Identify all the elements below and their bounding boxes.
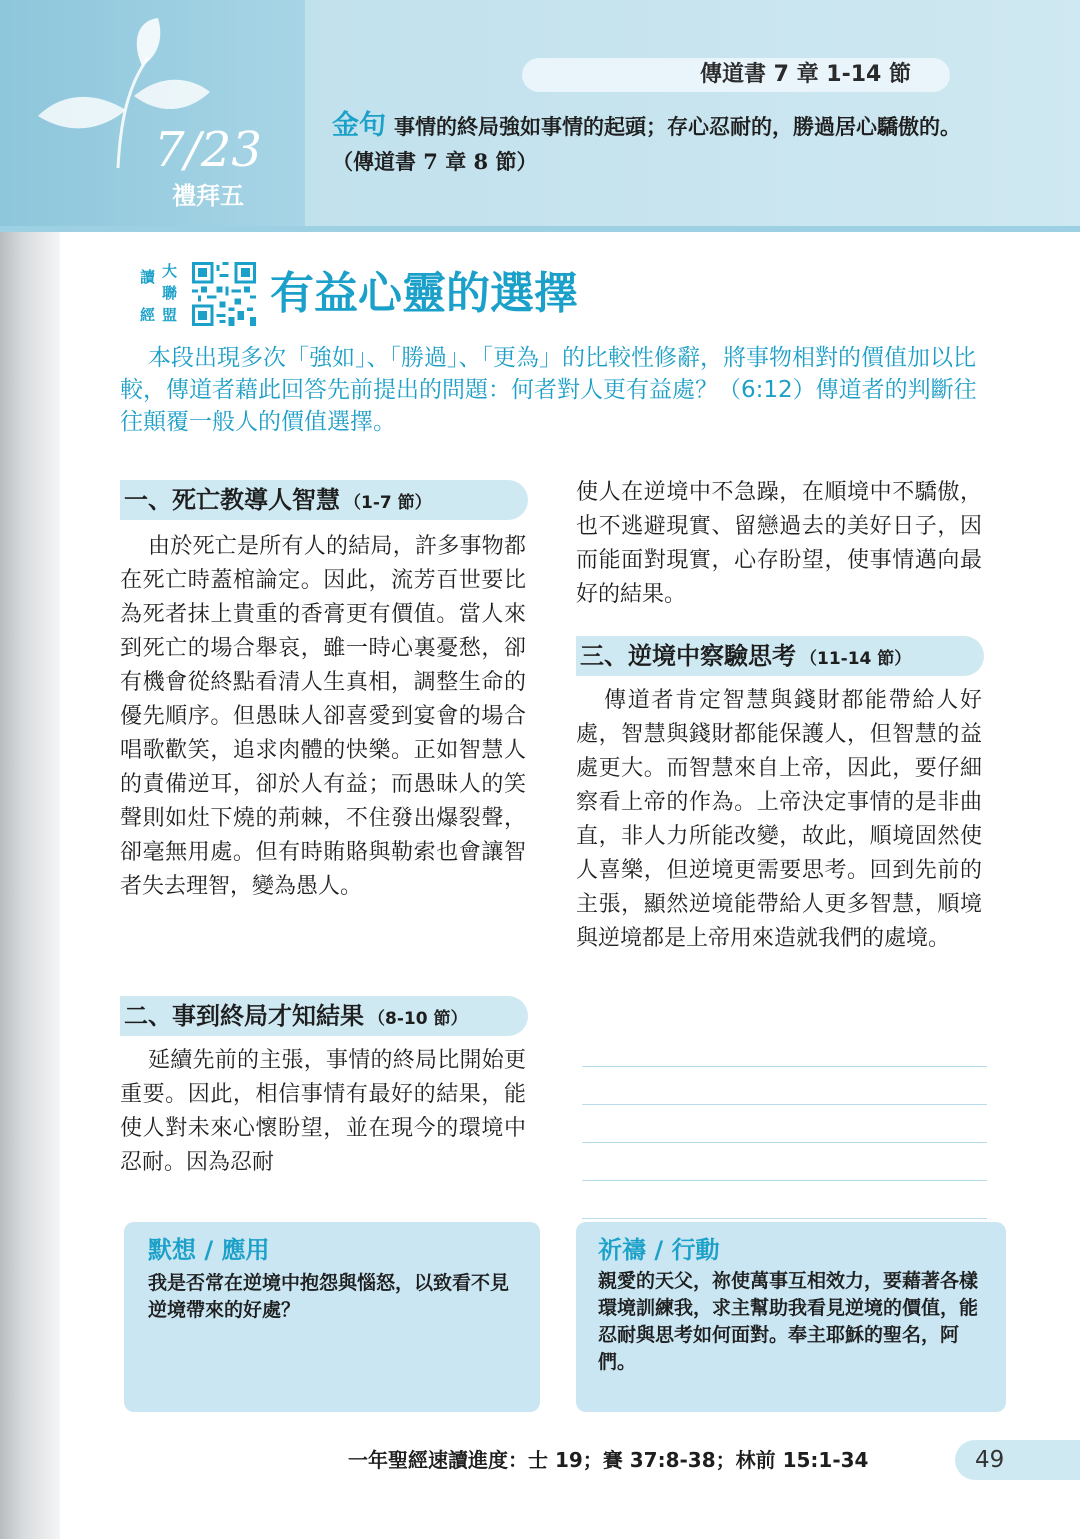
page-title: 有益心靈的選擇 — [270, 268, 578, 319]
qr-caption-char: 經 — [140, 306, 156, 324]
section-1-body: 由於死亡是所有人的結局，許多事物都在死亡時蓋棺論定。因此，流芳百世要比為死者抹上貴重的香膏更有價值。當人來到死亡的場合舉哀，雖一時心裏憂愁，卻有機會從終點看清人生真相，調整生命的優先順序。但愚昧人卻喜愛到宴會的場合唱歌歡笑，追求肉體的快樂。正如智慧人的責備逆耳，卻於人有益；而愚昧人的笑聲則如灶下燒的荊棘，不住發出爆裂聲，卻毫無用處。但有時賄賂與勒索也會讓智者失去理智，變為愚人。 — [120, 534, 526, 899]
section-2-heading — [124, 996, 467, 1039]
weekday-label: 禮拜五 — [172, 182, 244, 210]
page-number: 49 — [975, 1447, 1005, 1473]
section-3-verses: （11-14 節） — [800, 649, 912, 669]
note-line — [582, 1142, 987, 1143]
date-label: 7/23 — [154, 122, 262, 178]
note-line — [582, 1104, 987, 1105]
qr-caption-char: 盟 — [162, 306, 178, 324]
section-1-heading — [124, 480, 432, 523]
scripture-ref: 傳道書 7 章 1-14 節 — [700, 62, 911, 87]
meditation-text: 我是否常在逆境中抱怨與惱怒，以致看不見逆境帶來的好處？ — [148, 1272, 510, 1321]
qr-code[interactable] — [192, 262, 256, 326]
golden-verse-label: 金句 — [332, 110, 386, 141]
section-1-title: 一、死亡教導人智慧 — [124, 486, 340, 514]
section-2-verses: （8-10 節） — [368, 1009, 468, 1029]
meditation-title: 默想 / 應用 — [148, 1236, 270, 1264]
section-2-body: 延續先前的主張，事情的終局比開始更重要。因此，相信事情有最好的結果，能使人對未來心懷盼望，並在現今的環境中忍耐。因為忍耐 — [120, 1048, 526, 1175]
golden-verse-text: 事情的終局強如事情的起頭；存心忍耐的，勝過居心驕傲的。（傳道書 7 章 8 節） — [332, 114, 961, 174]
note-line — [582, 1066, 987, 1067]
page-number-pill — [955, 1440, 1080, 1480]
section-3-heading — [580, 636, 911, 679]
qr-caption-char: 大 — [162, 262, 178, 280]
note-line — [582, 1180, 987, 1181]
section-2-title: 二、事到終局才知結果 — [124, 1002, 364, 1030]
section-1-verses: （1-7 節） — [344, 493, 432, 513]
section-3-body: 傳道者肯定智慧與錢財都能帶給人好處，智慧與錢財都能保護人，但智慧的益處更大。而智慧來自上帝，因此，要仔細察看上帝的作為。上帝決定事情的是非曲直，非人力所能改變，故此，順境固然使人喜樂，但逆境更需要思考。回到先前的主張，顯然逆境能帶給人更多智慧，順境與逆境都是上帝用來造就我們的處境。 — [576, 688, 982, 951]
golden-verse — [332, 108, 992, 179]
reading-progress: 一年聖經速讀進度：士 19；賽 37:8-38；林前 15:1-34 — [348, 1448, 869, 1472]
section-2-body-continued: 使人在逆境中不急躁，在順境中不驕傲，也不逃避現實、留戀過去的美好日子，因而能面對現實，心存盼望，使事情邁向最好的結果。 — [576, 480, 982, 607]
section-3-title: 三、逆境中察驗思考 — [580, 642, 796, 670]
qr-caption-char: 聯 — [162, 284, 178, 302]
header-divider — [0, 226, 1080, 232]
qr-caption-char: 讀 — [140, 268, 156, 286]
prayer-title: 祈禱 / 行動 — [598, 1236, 720, 1264]
note-line — [582, 1218, 987, 1219]
qr-caption — [138, 262, 188, 328]
prayer-text: 親愛的天父，祢使萬事互相效力，要藉著各樣環境訓練我，求主幫助我看見逆境的價值，能忍耐與思考如何面對。奉主耶穌的聖名，阿們。 — [598, 1270, 979, 1373]
intro-paragraph: 本段出現多次「強如」、「勝過」、「更為」的比較性修辭，將事物相對的價值加以比較，傳道者藉此回答先前提出的問題：何者對人更有益處？（6:12）傳道者的判斷往往顛覆一般人的價值選擇。 — [120, 345, 977, 435]
